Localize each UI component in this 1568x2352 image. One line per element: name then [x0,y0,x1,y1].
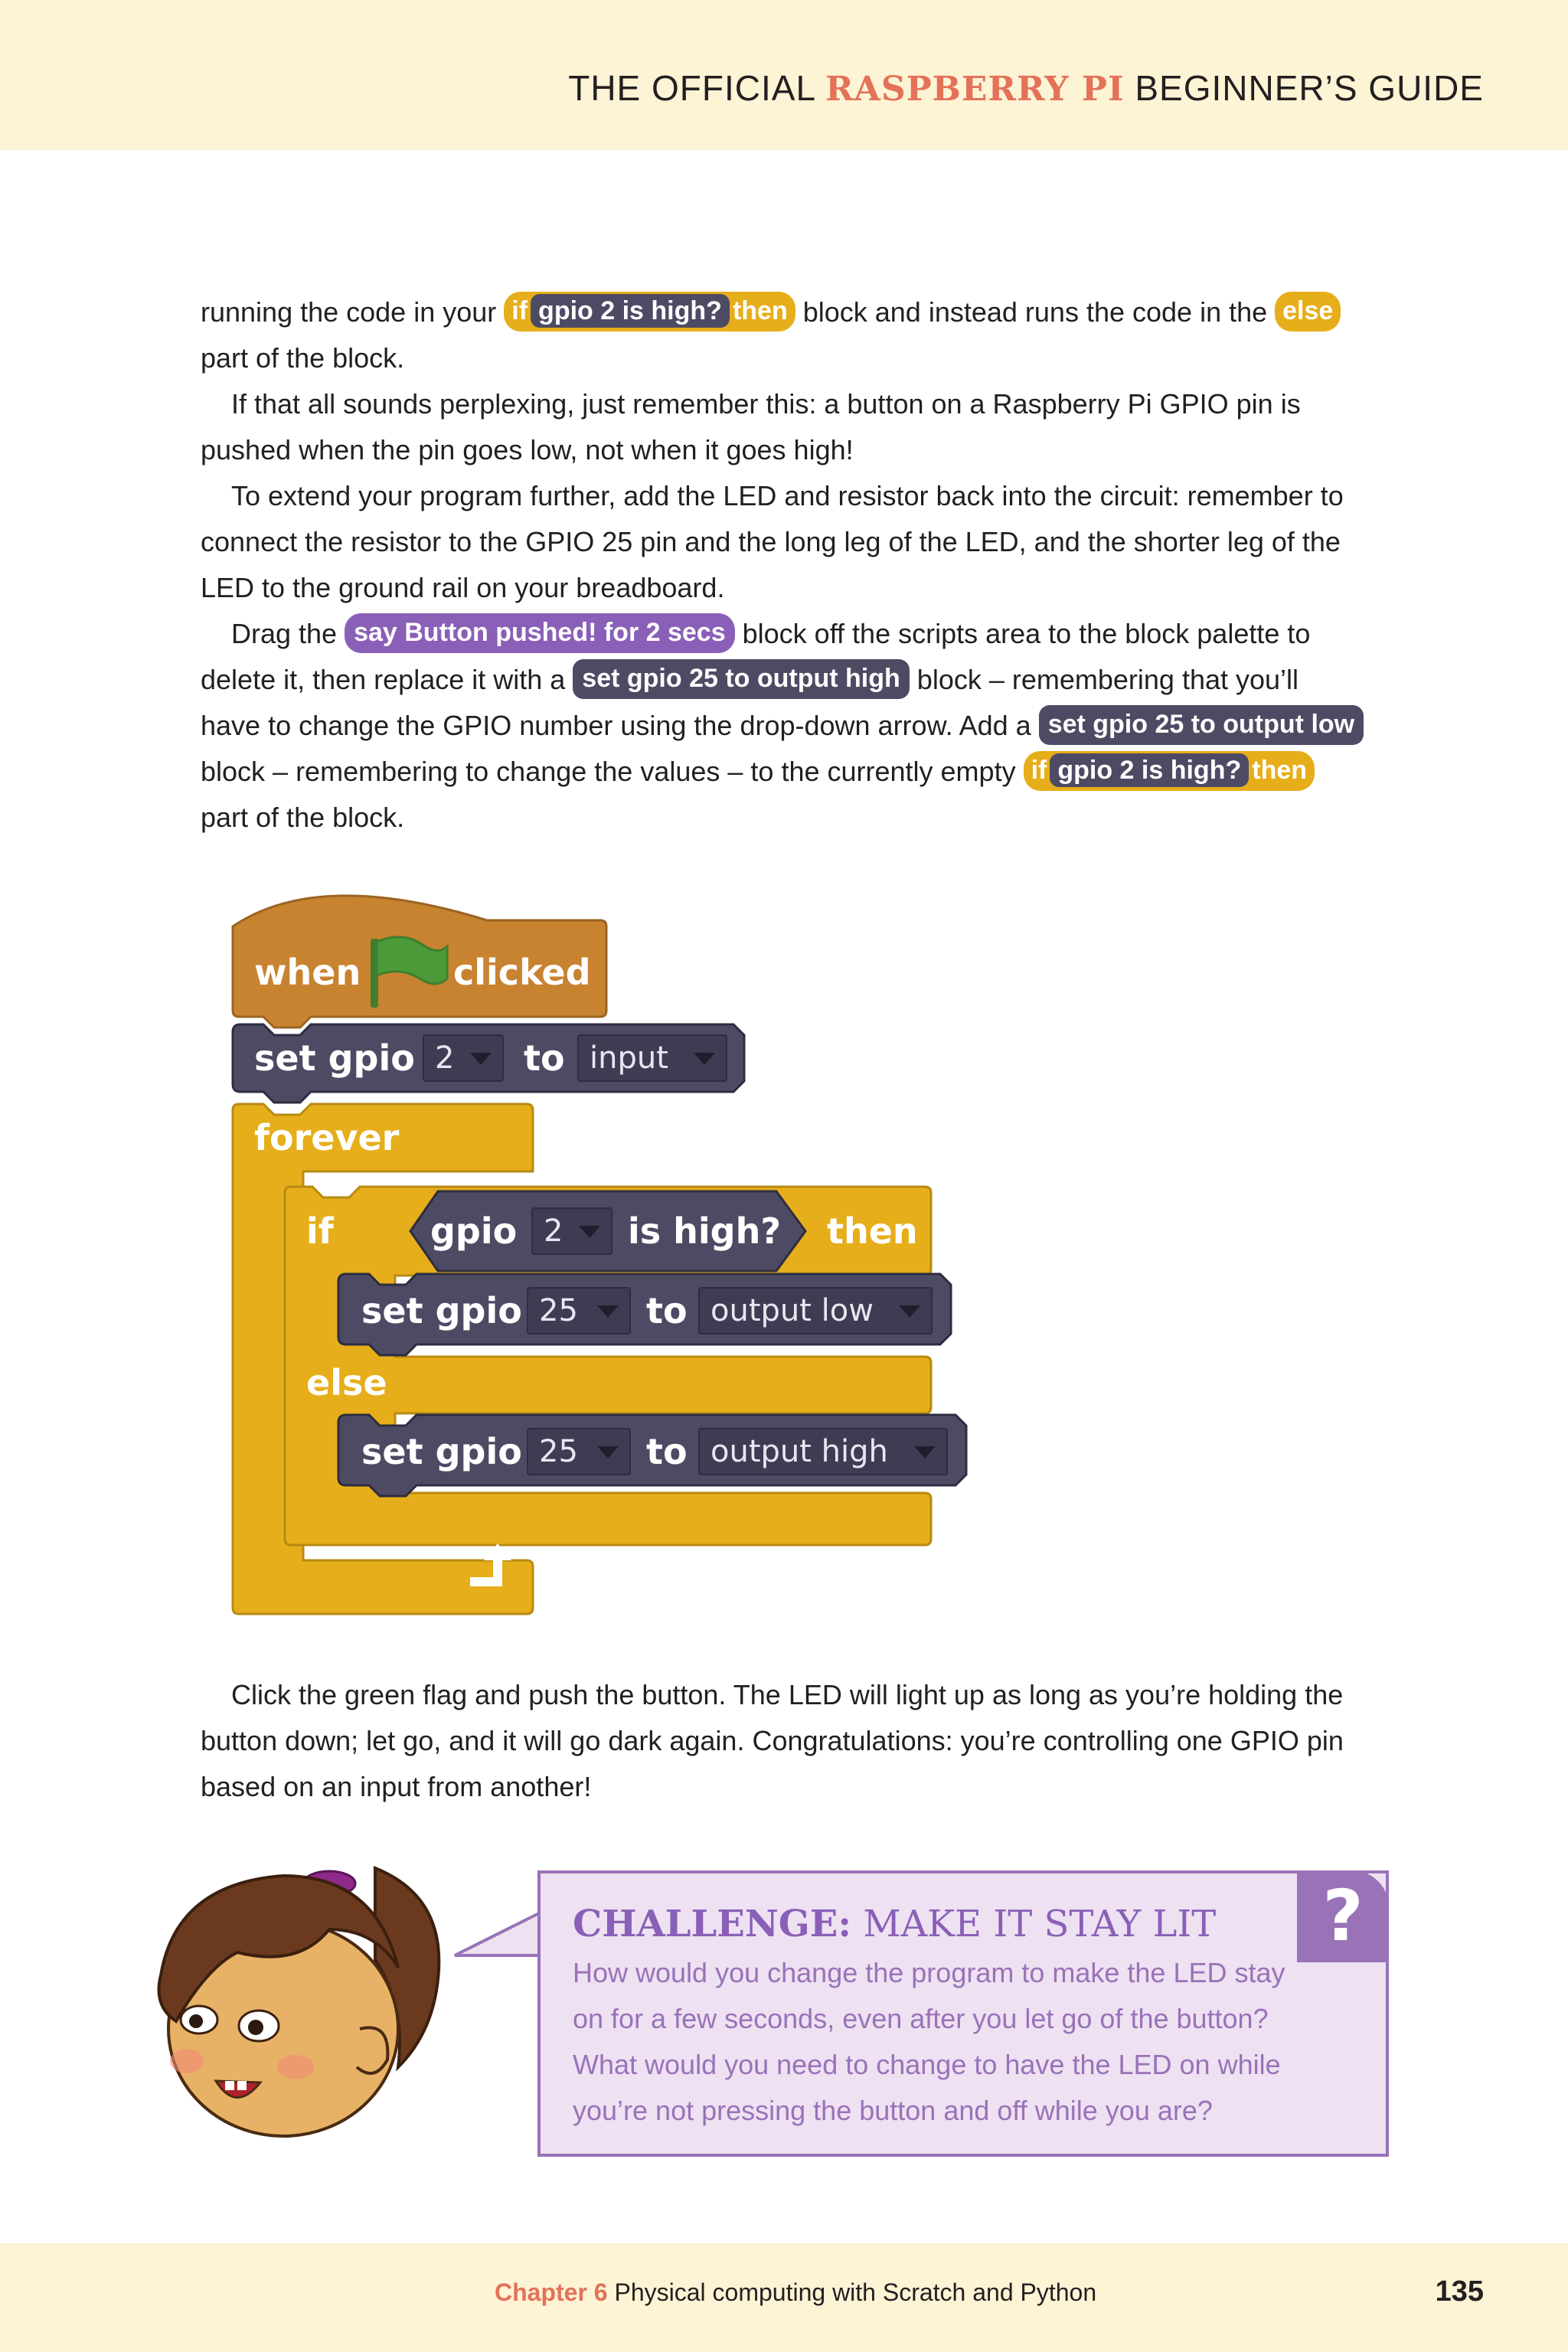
paragraph-4-line-4 [201,749,1433,795]
challenge-line: What would you need to change to have the LED on while [573,2049,1281,2080]
then-label: then [827,1210,918,1252]
mode-dropdown-high[interactable] [698,1428,948,1475]
paragraph-5-line-1: Click the green flag and push the button. The LED will light up as long as you’re holding the [231,1679,1344,1710]
paragraph-4-line-5: part of the block. [201,802,405,833]
set-gpio-label: set gpio [254,1037,415,1079]
paragraph-3-line-3: LED to the ground rail on your breadboard. [201,572,725,603]
challenge-line: on for a few seconds, even after you let go of the button? [573,2003,1269,2034]
dropdown-value: 25 [539,1293,578,1328]
girl-character-illustration [145,1838,459,2159]
body-text-top [201,289,1433,841]
body-text-bottom [201,1672,1433,1810]
when-label: when [254,952,361,993]
set-gpio-label: set gpio [361,1290,522,1331]
question-mark-icon: ? [1297,1870,1389,1962]
challenge-title [573,1903,1216,1945]
chevron-down-icon [470,1053,492,1065]
inline-if-block [1024,751,1315,791]
running-head-suffix: BEGINNER’S GUIDE [1124,68,1484,108]
cond-pin-dropdown[interactable] [531,1207,612,1255]
pin-dropdown-25[interactable] [527,1287,631,1334]
chapter-footer [495,2278,1096,2307]
chevron-down-icon [899,1305,920,1318]
dropdown-value: 2 [435,1040,455,1076]
dropdown-value: input [590,1040,668,1076]
chevron-down-icon [597,1305,619,1318]
is-high-label: is high? [628,1210,782,1252]
gpio-label: gpio [430,1210,518,1252]
running-head-prefix: THE OFFICIAL [568,68,826,108]
chevron-down-icon [597,1446,619,1459]
inline-set-gpio-high-block: set gpio 25 to output high [573,659,910,699]
text-run: running the code in your [201,296,505,328]
paragraph-5-line-2: button down; let go, and it will go dark again. Congratulations: you’re controlling one GPIO pin [201,1725,1344,1756]
chip-then: then [732,296,788,326]
chapter-number: Chapter 6 [495,2278,608,2306]
chip-condition: gpio 2 is high? [531,294,730,328]
dropdown-value: 2 [544,1214,564,1249]
running-head [568,67,1484,109]
set-gpio-label: set gpio [361,1431,522,1472]
running-head-brand: RASPBERRY PI [825,70,1125,109]
inline-set-gpio-low-block: set gpio 25 to output low [1039,705,1364,745]
challenge-title-rest: MAKE IT STAY LIT [851,1903,1217,1945]
text-run: block and instead runs the code in the [795,296,1276,328]
dropdown-value: 25 [539,1434,578,1469]
pin-dropdown-2[interactable] [423,1034,504,1082]
chip-if: if [511,296,528,326]
text-run: delete it, then replace it with a [201,664,573,695]
text-run: have to change the GPIO number using the drop-down arrow. Add a [201,710,1039,741]
chevron-down-icon [694,1053,715,1065]
dropdown-value: output high [710,1434,888,1469]
if-label: if [306,1210,334,1252]
paragraph-1-line-1 [201,289,1433,335]
chip-then: then [1252,756,1308,786]
dropdown-value: output low [710,1293,874,1328]
chevron-down-icon [579,1226,600,1238]
pin-dropdown-25[interactable] [527,1428,631,1475]
inline-if-block [504,292,795,332]
forever-label: forever [254,1117,400,1158]
challenge-box [537,1870,1389,2157]
paragraph-4-line-2 [201,657,1433,703]
speech-pointer [452,1909,544,1963]
text-run: block – remembering to change the values – to the currently empty [201,756,1024,787]
paragraph-2-line-1: If that all sounds perplexing, just remember this: a button on a Raspberry Pi GPIO pin is [231,388,1301,420]
paragraph-1-line-2: part of the block. [201,342,405,374]
paragraph-5-line-3: based on an input from another! [201,1771,592,1802]
else-label: else [306,1362,387,1403]
challenge-line: How would you change the program to make the LED stay [573,1957,1285,1988]
scratch-script [227,880,992,1631]
paragraph-2-line-2: pushed when the pin goes low, not when it goes high! [201,434,854,466]
chip-condition: gpio 2 is high? [1050,753,1249,787]
page-number: 135 [1435,2275,1484,2308]
text-run: Drag the [231,618,345,649]
chip-if: if [1031,756,1047,786]
to-label: to [646,1290,688,1331]
to-label: to [524,1037,565,1079]
challenge-line: you’re not pressing the button and off while you are? [573,2095,1213,2126]
paragraph-3-line-1: To extend your program further, add the LED and resistor back into the circuit: remember to [231,480,1344,511]
inline-else-block: else [1275,292,1341,332]
paragraph-4-line-3 [201,703,1433,749]
challenge-title-bold: CHALLENGE: [573,1903,852,1945]
inline-say-block: say Button pushed! for 2 secs [345,613,735,653]
text-run: block off the scripts area to the block palette to [734,618,1311,649]
paragraph-4-line-1 [201,611,1433,657]
mode-dropdown-low[interactable] [698,1287,933,1334]
to-label: to [646,1431,688,1472]
text-run: block – remembering that you’ll [909,664,1299,695]
challenge-body [573,1950,1292,2134]
chapter-title: Physical computing with Scratch and Python [607,2278,1097,2306]
clicked-label: clicked [453,952,591,993]
paragraph-3-line-2: connect the resistor to the GPIO 25 pin and the long leg of the LED, and the shorter leg of the [201,526,1341,557]
mode-dropdown-input[interactable] [577,1034,727,1082]
chevron-down-icon [914,1446,936,1459]
